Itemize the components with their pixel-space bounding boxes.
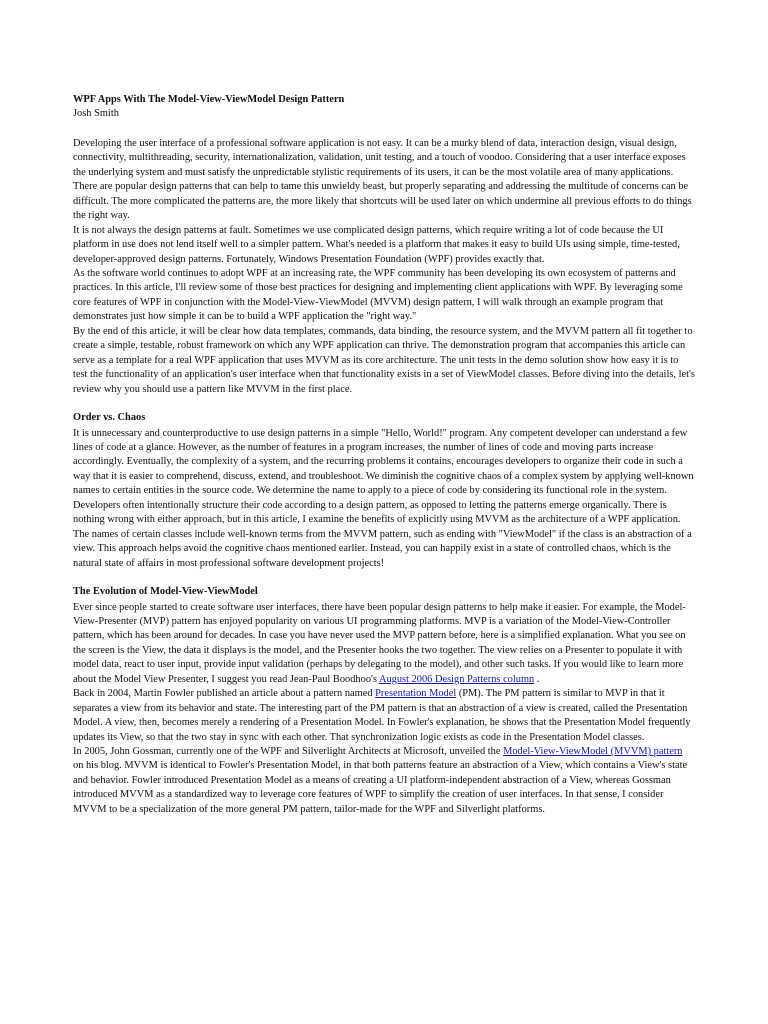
section-paragraph [73, 687, 695, 745]
presentation-model-link[interactable]: Presentation Model [375, 688, 457, 700]
paragraph-text: . [534, 673, 540, 685]
intro-paragraph: By the end of this article, it will be clear how data templates, commands, data binding, the resource system, and the MVVM pattern all fit together to create a simple, testable, robust framework on which any WPF application can thrive. The demonstration program that accompanies this article can serve as a template for a real WPF application that uses MVVM as its core architecture. The unit tests in the demo solution show how easy it is to test the functionality of an application's user interface when that functionality exists in a set of ViewModel classes. Before diving into the details, let's review why you should use a pattern like MVVM in the first place. [73, 325, 695, 395]
section-heading-evolution: The Evolution of Model-View-ViewModel [73, 586, 258, 598]
intro-paragraph: There are popular design patterns that can help to tame this unwieldy beast, but properly separating and addressing the multitude of concerns can be difficult. The more complicated the patterns are, the more likely that shortcuts will be used later on which undermine all previous efforts to do things the right way. [73, 181, 692, 222]
mvvm-pattern-link[interactable]: Model-View-ViewModel (MVVM) pattern [503, 746, 683, 758]
section-heading-order-vs-chaos: Order vs. Chaos [73, 412, 146, 424]
paragraph-text: on his blog. MVVM is identical to Fowler's Presentation Model, in that both patterns feature an abstraction of a View, which contains a View's state and behavior. Fowler introduced Presentation Model as a means of creating a UI platform-independent abstraction of a View, whereas Gossman introduced MVVM as a standardized way to leverage core features of WPF to simplify the creation of user interfaces. In that sense, I consider MVVM to be a specialization of the more general PM pattern, tailor-made for the WPF and Silverlight platforms. [73, 760, 688, 815]
section-paragraph [73, 601, 695, 688]
intro-paragraph: It is not always the design patterns at fault. Sometimes we use complicated design patterns, which require writing a lot of code because the UI platform in use does not lend itself well to a simpler pattern. What's needed is a platform that makes it easy to build UIs using simple, time-tested, developer-approved design patterns. Fortunately, Windows Presentation Foundation (WPF) provides exactly that. [73, 224, 680, 265]
paragraph-text: Back in 2004, Martin Fowler published an article about a pattern named [73, 688, 376, 700]
document-page [73, 93, 695, 817]
august-2006-column-link[interactable]: August 2006 Design Patterns column [378, 673, 535, 685]
paragraph-text: In 2005, John Gossman, currently one of the WPF and Silverlight Architects at Microsoft, unveiled the [73, 746, 504, 758]
paragraph-text: Ever since people started to create software user interfaces, there have been popular design patterns to help make it easier. For example, the Model-View-Presenter (MVP) pattern has enjoyed popularity on various UI programming platforms. MVP is a variation of the Model-View-Controller pattern, which has been around for decades. In case you have never used the MVP pattern before, here is a simplified explanation. What you see on the screen is the View, the data it displays is the model, and the Presenter hooks the two together. The view relies on a Presenter to populate it with model data, react to user input, provide input validation (perhaps by delegating to the model), and other such tasks. If you would like to learn more about the Model View Presenter, I suggest you read Jean-Paul Boodhoo's [73, 601, 686, 685]
document-title: WPF Apps With The Model-View-ViewModel Design Pattern [73, 94, 345, 105]
author-name: Josh Smith [73, 108, 119, 120]
section-paragraph: It is unnecessary and counterproductive to use design patterns in a simple "Hello, World!" program. Any competent developer can understand a few lines of code at a glance. However, as the number of features in a program increases, the number of lines of code and moving parts increase accordingly. Eventually, the complexity of a system, and the recurring problems it contains, encourages developers to organize their code in such a way that it is easier to comprehend, discuss, extend, and troubleshoot. We diminish the cognitive chaos of a complex system by applying well-known names to certain entities in the source code. We determine the name to apply to a piece of code by considering its functional role in the system. [73, 427, 694, 497]
section-paragraph [73, 745, 695, 817]
intro-paragraph: As the software world continues to adopt WPF at an increasing rate, the WPF community has been developing its own ecosystem of patterns and practices. In this article, I'll review some of those best practices for designing and implementing client applications with WPF. By leveraging some core features of WPF in conjunction with the Model-View-ViewModel (MVVM) design pattern, I will walk through an example program that demonstrates just how simple it can be to build a WPF application the "right way." [73, 267, 683, 323]
section-paragraph: Developers often intentionally structure their code according to a design pattern, as opposed to letting the patterns emerge organically. There is nothing wrong with either approach, but in this article, I examine the benefits of explicitly using MVVM as the architecture of a WPF application. The names of certain classes include well-known terms from the MVVM pattern, such as ending with "ViewModel" if the class is an abstraction of a view. This approach helps avoid the cognitive chaos mentioned earlier. Instead, you can happily exist in a state of controlled chaos, which is the natural state of affairs in most professional software development projects! [73, 499, 692, 569]
paragraph-text: (PM). The PM pattern is similar to MVP in that it separates a view from its behavior and state. The interesting part of the PM pattern is that an abstraction of a view is created, called the Presentation Model. A view, then, becomes merely a rendering of a Presentation Model. In Fowler's explanation, he shows that the Presentation Model frequently updates its View, so that the two stay in sync with each other. That synchronization logic exists as code in the Presentation Model classes. [73, 688, 691, 743]
intro-paragraph: Developing the user interface of a professional software application is not easy. It can be a murky blend of data, interaction design, visual design, connectivity, multithreading, security, internationalization, validation, unit testing, and a touch of voodoo. Considering that a user interface exposes the underlying system and must satisfy the unpredictable stylistic requirements of its users, it can be the most volatile area of many applications. [73, 137, 686, 178]
